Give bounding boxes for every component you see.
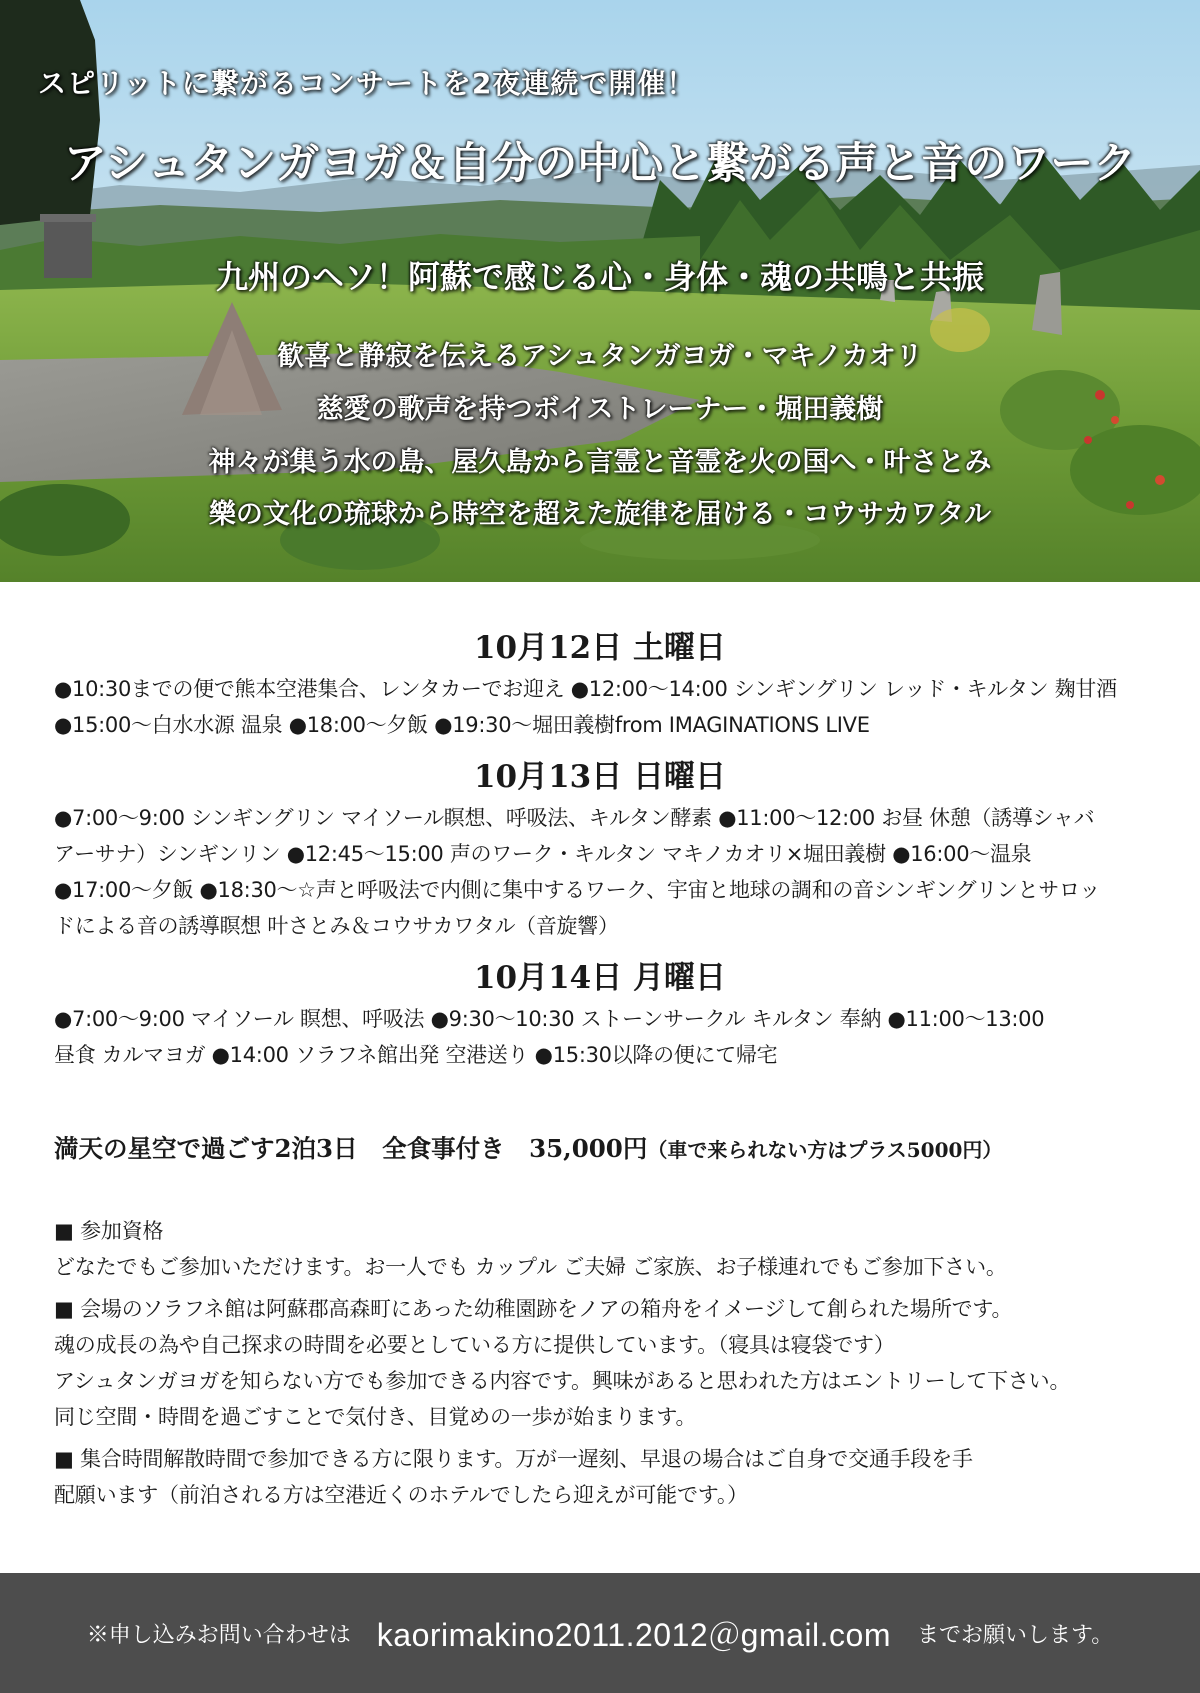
price-note: （車で来られない方はプラス5000円） <box>647 1138 1003 1162</box>
info-line: 魂の成長の為や自己探求の時間を必要としている方に提供しています。（寝具は寝袋です） <box>54 1333 895 1357</box>
schedule-line: ●17:00～夕飯 ●18:30～☆声と呼吸法で内側に集中するワーク、宇宙と地球の調和の音シンギングリンとサロッ <box>54 878 1100 902</box>
day-block-oct12 <box>54 622 1154 743</box>
info-line: アシュタンガヨガを知らない方でも参加できる内容です。興味があると思われた方はエントリーして下さい。 <box>54 1369 1071 1393</box>
info-line: ■ 会場のソラフネ館は阿蘇郡高森町にあった幼稚園跡をノアの箱舟をイメージして創られた場所です。 <box>54 1297 1013 1321</box>
info-line: 配願います（前泊される方は空港近くのホテルでしたら迎えが可能です。） <box>54 1483 748 1507</box>
info-line: ■ 参加資格 <box>54 1219 164 1243</box>
contact-suffix: までお願いします。 <box>917 1622 1114 1648</box>
day-heading: 10月12日 土曜日 <box>473 630 727 666</box>
day-heading: 10月14日 月曜日 <box>473 960 727 996</box>
hero-banner <box>0 0 1200 582</box>
info-section <box>54 1213 1164 1519</box>
hero-tagline: スピリットに繋がるコンサートを2夜連続で開催！ <box>38 67 696 100</box>
info-venue <box>54 1291 1164 1435</box>
schedule-line: ●7:00～9:00 シンギングリン マイソール瞑想、呼吸法、キルタン酵素 ●11:00～12:00 お昼 休憩（誘導シャバ <box>54 806 1095 830</box>
contact-footer <box>0 1573 1200 1693</box>
performer-line: 慈愛の歌声を持つボイストレーナー・堀田義樹 <box>316 394 884 425</box>
performer-line: 樂の文化の琉球から時空を超えた旋律を届ける・コウサカワタル <box>208 499 992 530</box>
schedule-section <box>54 622 1154 1081</box>
event-subtitle: 九州のヘソ！阿蘇で感じる心・身体・魂の共鳴と共振 <box>215 258 984 296</box>
event-title: アシュタンガヨガ＆自分の中心と繋がる声と音のワーク <box>63 139 1137 189</box>
day-block-oct14 <box>54 952 1154 1073</box>
contact-email[interactable]: kaorimakino2011.2012＠gmail.com <box>376 1617 891 1653</box>
info-line: 同じ空間・時間を過ごすことで気付き、目覚めの一歩が始まります。 <box>54 1405 697 1429</box>
schedule-line: ●7:00～9:00 マイソール 瞑想、呼吸法 ●9:30～10:30 ストーンサークル キルタン 奉納 ●11:00～13:00 <box>54 1007 1045 1031</box>
schedule-line: アーサナ）シンギンリン ●12:45～15:00 声のワーク・キルタン マキノカオリ×堀田義樹 ●16:00～温泉 <box>54 842 1032 866</box>
price-line <box>54 1130 1154 1165</box>
performer-line: 神々が集う水の島、屋久島から言霊と音霊を火の国へ・叶さとみ <box>208 447 992 478</box>
performer-line: 歓喜と静寂を伝えるアシュタンガヨガ・マキノカオリ <box>277 341 923 372</box>
schedule-line: ドによる音の誘導瞑想 叶さとみ＆コウサカワタル（音旋響） <box>54 914 619 938</box>
info-line: ■ 集合時間解散時間で参加できる方に限ります。万が一遅刻、早退の場合はご自身で交通手段を手 <box>54 1447 973 1471</box>
info-eligibility <box>54 1213 1164 1285</box>
price-main: 満天の星空で過ごす2泊3日 全食事付き 35,000円 <box>54 1134 648 1163</box>
contact-prefix: ※申し込みお問い合わせは <box>86 1622 351 1648</box>
schedule-line: ●15:00～白水水源 温泉 ●18:00～夕飯 ●19:30～堀田義樹from IMAGINATIONS LIVE <box>54 713 870 737</box>
info-line: どなたでもご参加いただけます。お一人でも カップル ご夫婦 ご家族、お子様連れでもご参加下さい。 <box>54 1255 1007 1279</box>
schedule-line: 昼食 カルマヨガ ●14:00 ソラフネ館出発 空港送り ●15:30以降の便にて帰宅 <box>54 1043 778 1067</box>
day-block-oct13 <box>54 751 1154 944</box>
day-heading: 10月13日 日曜日 <box>473 759 727 795</box>
schedule-line: ●10:30までの便で熊本空港集合、レンタカーでお迎え ●12:00～14:00 シンギングリン レッド・キルタン 麹甘酒 <box>54 677 1117 701</box>
info-attendance <box>54 1441 1164 1513</box>
